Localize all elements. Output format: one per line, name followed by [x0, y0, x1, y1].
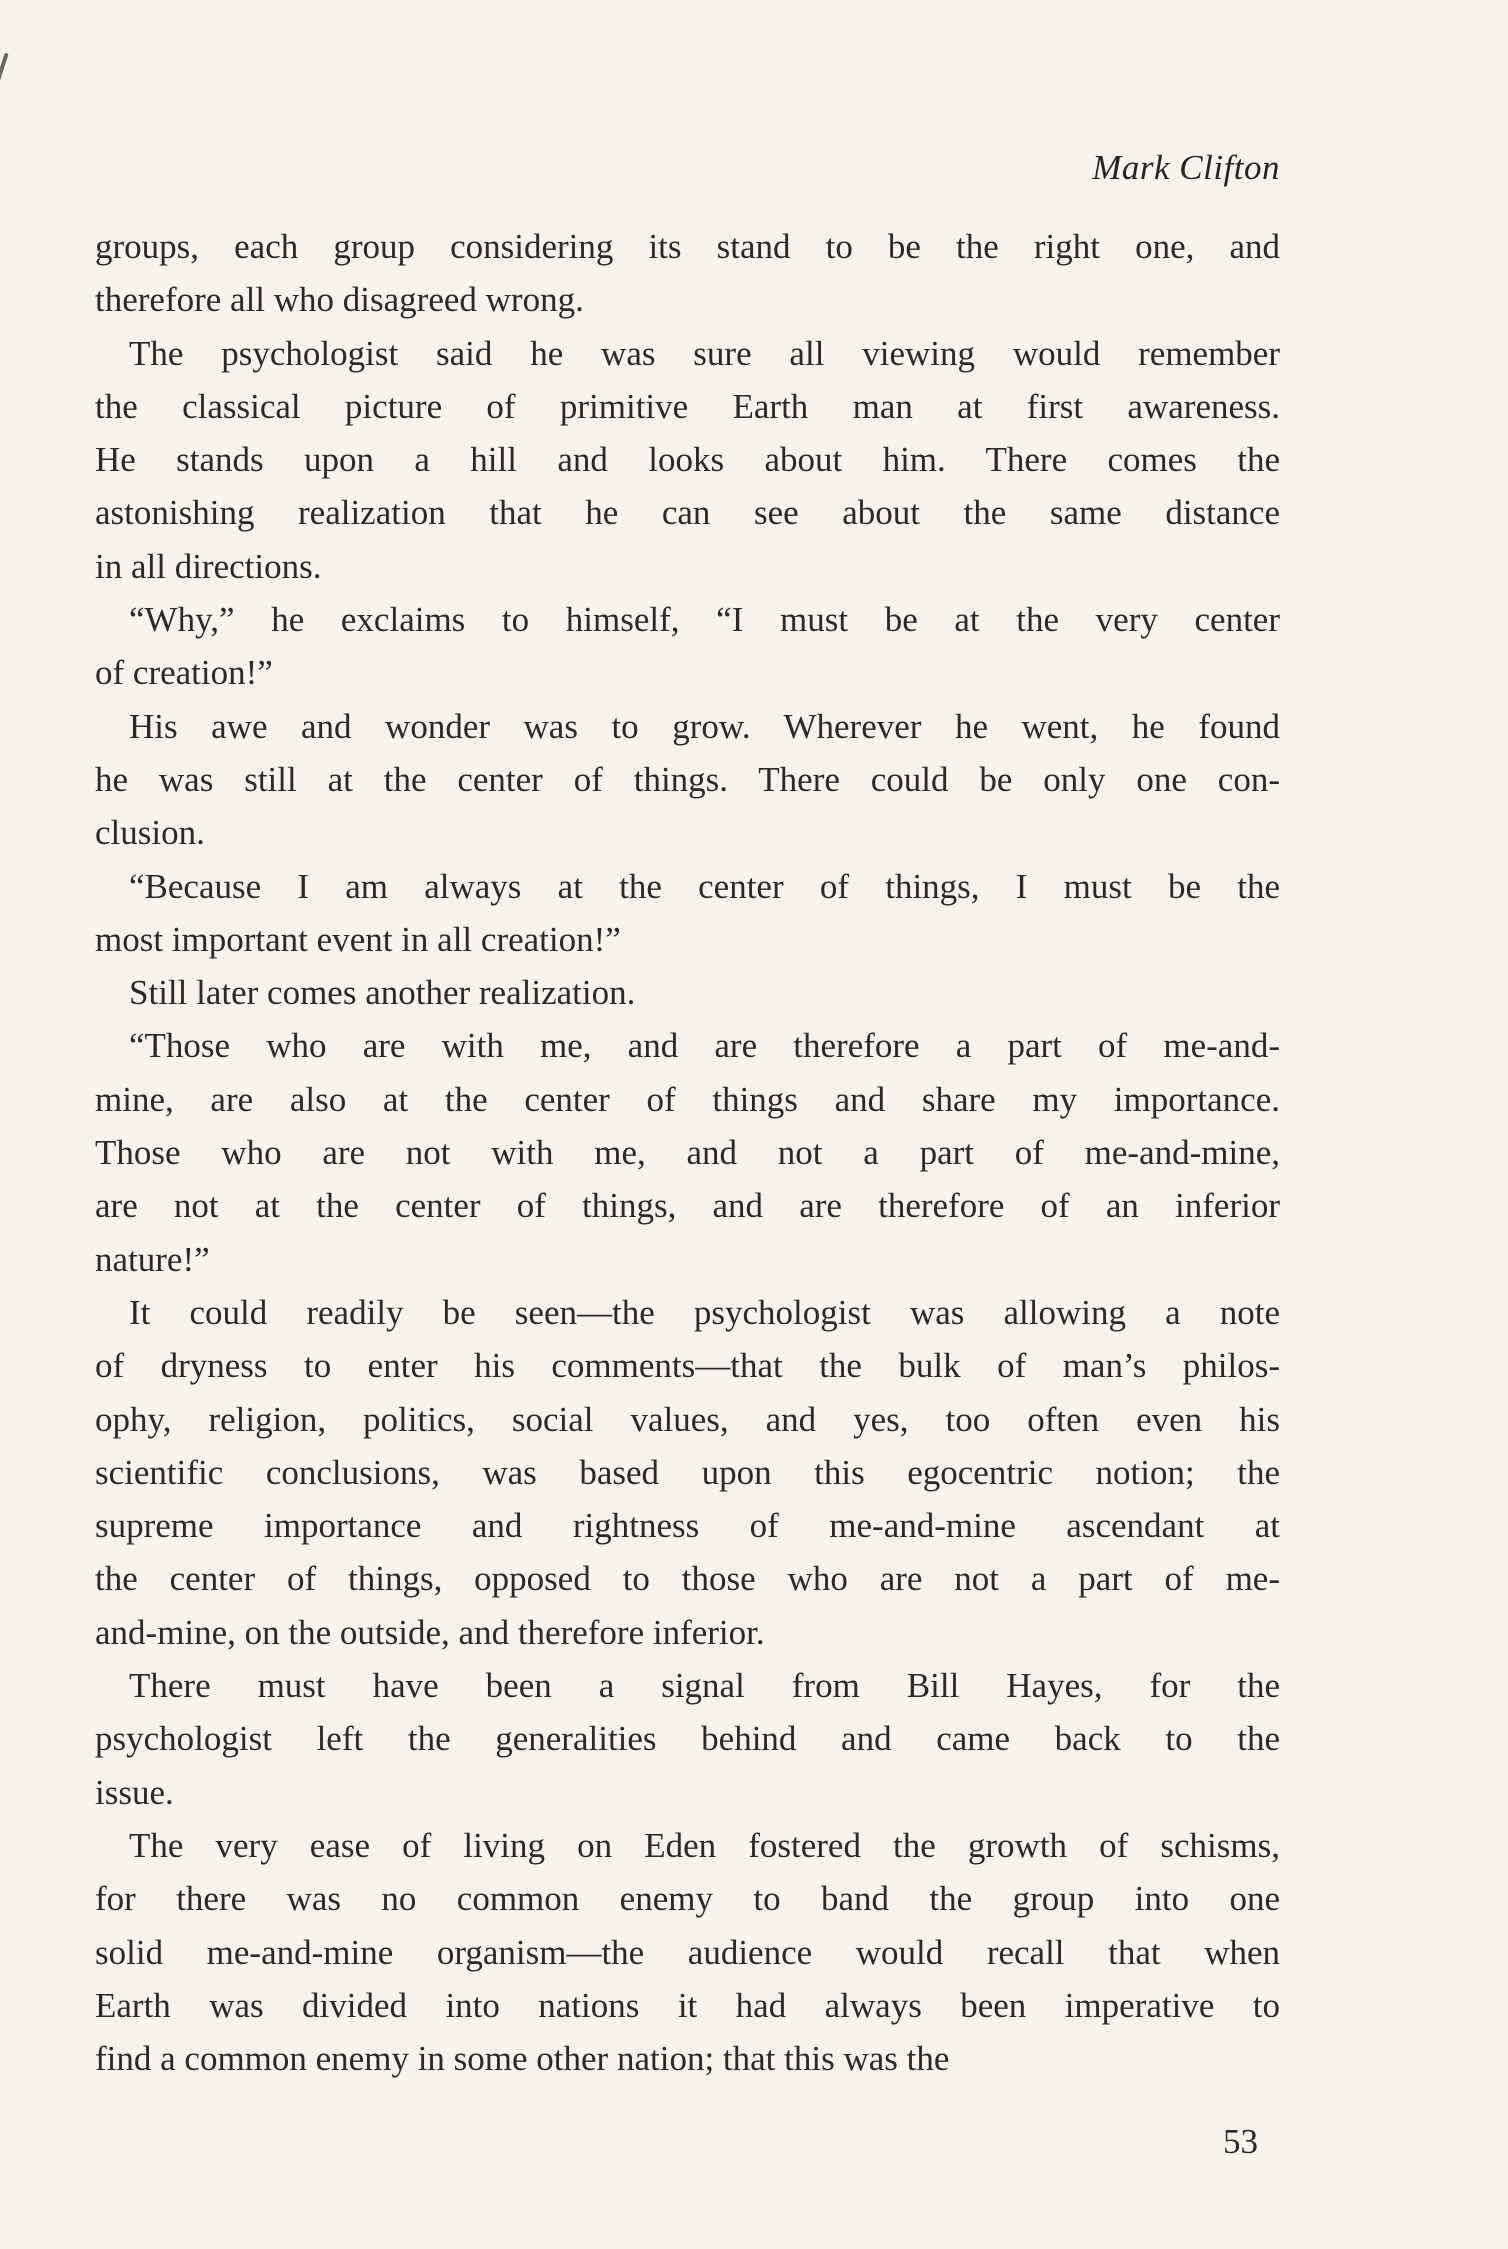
text-line: psychologist left the generalities behind and came back to the [95, 1719, 1280, 1759]
running-header-author: Mark Clifton [1092, 148, 1280, 187]
text-line: of dryness to enter his comments—that the bulk of man’s philos- [95, 1346, 1280, 1386]
text-line: nature!” [95, 1239, 210, 1279]
text-line: The very ease of living on Eden fostered the growth of schisms, [129, 1825, 1280, 1865]
text-line: Earth was divided into nations it had always been imperative to [95, 1985, 1280, 2025]
text-line: of creation!” [95, 653, 273, 693]
text-line: His awe and wonder was to grow. Wherever he went, he found [129, 706, 1280, 746]
text-line: solid me-and-mine organism—the audience would recall that when [95, 1932, 1280, 1972]
text-line: the classical picture of primitive Earth man at first awareness. [95, 386, 1280, 426]
text-line: It could readily be seen—the psychologist was allowing a note [129, 1292, 1280, 1332]
text-line: “Because I am always at the center of things, I must be the [129, 866, 1280, 906]
text-line: therefore all who disagreed wrong. [95, 280, 584, 320]
text-line: groups, each group considering its stand to be the right one, and [95, 227, 1280, 266]
text-line: He stands upon a hill and looks about him. There comes the [95, 440, 1280, 480]
text-line: supreme importance and rightness of me-and-mine ascendant at [95, 1506, 1280, 1546]
text-line: and-mine, on the outside, and therefore inferior. [95, 1612, 765, 1652]
text-line: “Why,” he exclaims to himself, “I must be at the very center [129, 600, 1280, 640]
text-line: Still later comes another realization. [129, 973, 636, 1013]
scan-artifact [0, 52, 9, 95]
text-line: for there was no common enemy to band the group into one [95, 1879, 1280, 1919]
page-number: 53 [1223, 2122, 1258, 2161]
text-line: are not at the center of things, and are therefore of an inferior [95, 1186, 1280, 1226]
text-line: find a common enemy in some other nation; that this was the [95, 2039, 950, 2079]
text-line: There must have been a signal from Bill Hayes, for the [129, 1666, 1280, 1706]
text-line: mine, are also at the center of things and share my importance. [95, 1079, 1280, 1119]
text-line: Those who are not with me, and not a part of me-and-mine, [95, 1133, 1280, 1173]
text-line: scientific conclusions, was based upon this egocentric notion; the [95, 1452, 1280, 1492]
text-line: issue. [95, 1772, 174, 1812]
text-line: clusion. [95, 813, 205, 853]
text-line: in all directions. [95, 546, 322, 586]
body-text [95, 220, 1280, 2085]
text-line: he was still at the center of things. There could be only one con- [95, 759, 1280, 799]
text-line: the center of things, opposed to those who are not a part of me- [95, 1559, 1280, 1599]
text-line: astonishing realization that he can see about the same distance [95, 493, 1280, 533]
text-line: most important event in all creation!” [95, 919, 621, 959]
text-line: The psychologist said he was sure all viewing would remember [129, 333, 1280, 373]
text-line: ophy, religion, politics, social values, and yes, too often even his [95, 1399, 1280, 1439]
text-line: “Those who are with me, and are therefore a part of me-and- [129, 1026, 1280, 1066]
